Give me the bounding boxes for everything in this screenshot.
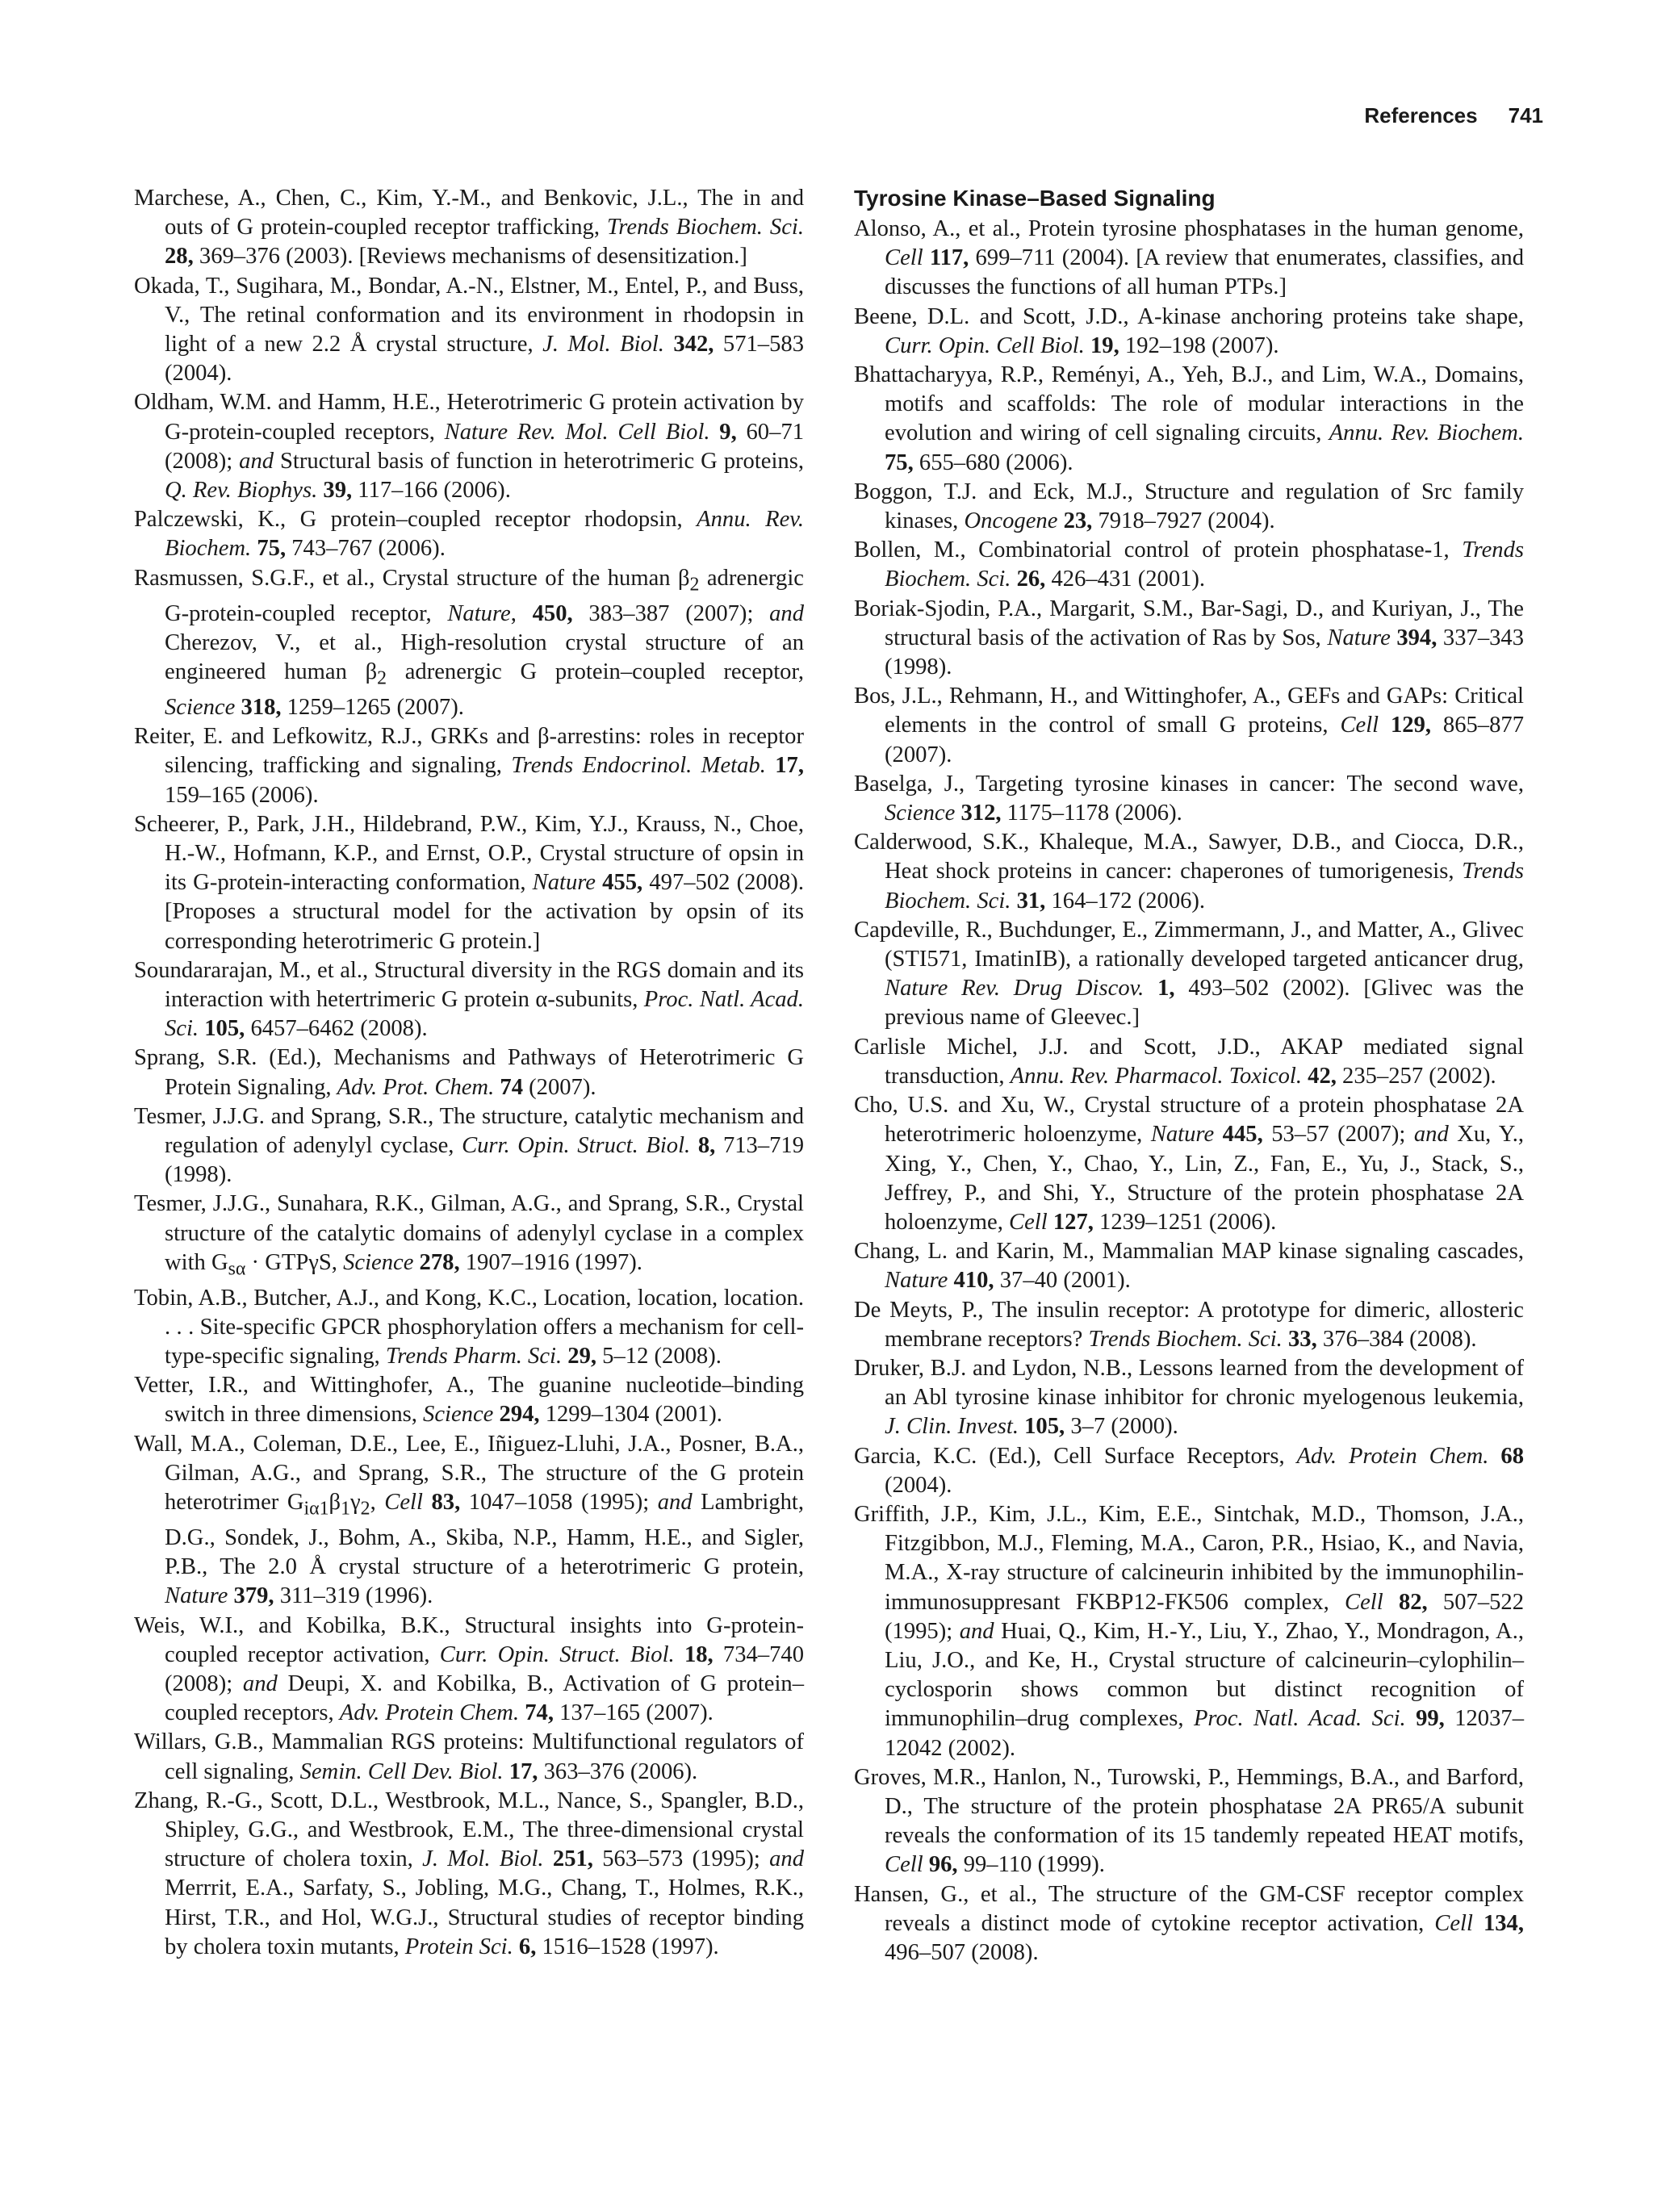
- reference-entry: Tesmer, J.J.G. and Sprang, S.R., The structure, catalytic mechanism and regulation of adenylyl cyclase, Curr. Opin. Struct. Biol. 8, 713–719 (1998).: [134, 1103, 805, 1188]
- reference-entry: Garcia, K.C. (Ed.), Cell Surface Receptors, Adv. Protein Chem. 68 (2004).: [854, 1443, 1524, 1498]
- reference-entry: Wall, M.A., Coleman, D.E., Lee, E., Iñiguez-Lluhi, J.A., Posner, B.A., Gilman, A.G., and Sprang, S.R., The structure of the G protein heterotrimer $G_{i\alpha 1}\beta_1\gamma_2$, Cell 83, 1047–1058 (1995); and Lambright, D.G., Sondek, J., Bohm, A., Skiba, N.P., Hamm, H.E., and Sigler, P.B., The 2.0 Å crystal structure of a heterotrimeric G protein, Nature 379, 311–319 (1996).: [134, 1431, 805, 1609]
- reference-entry: Tesmer, J.J.G., Sunahara, R.K., Gilman, A.G., and Sprang, S.R., Crystal structure of the catalytic domains of adenylyl cyclase in a complex with $G_{s\alpha} \cdot GTP\gamma S$, Science 278, 1907–1916 (1997).: [134, 1191, 804, 1280]
- reference-list: [854, 215, 1524, 1967]
- reference-entry: Bollen, M., Combinatorial control of protein phosphatase-1, Trends Biochem. Sci. 26, 426–431 (2001).: [854, 537, 1524, 592]
- section-heading: Tyrosine Kinase–Based Signaling: [854, 186, 1216, 211]
- reference-entry: Bos, J.L., Rehmann, H., and Wittinghofer, A., GEFs and GAPs: Critical elements in the control of small G proteins, Cell 129, 865–877 (2007).: [854, 684, 1524, 767]
- reference-entry: Boggon, T.J. and Eck, M.J., Structure and regulation of Src family kinases, Oncogene 23, 7918–7927 (2004).: [854, 479, 1524, 534]
- reference-entry: Capdeville, R., Buchdunger, E., Zimmermann, J., and Matter, A., Glivec (STI571, ImatinIB), a rationally developed targeted anticancer drug, Nature Rev. Drug Discov. 1, 493–502 (2002). [Glivec was the previous name of Gleevec.]: [854, 917, 1524, 1031]
- reference-entry: Cho, U.S. and Xu, W., Crystal structure of a protein phosphatase 2A heterotrimeric holoenzyme, Nature 445, 53–57 (2007); and Xu, Y., Xing, Y., Chen, Y., Chao, Y., Lin, Z., Fan, E., Yu, J., Stack, S., Jeffrey, P., and Shi, Y., Structure of the protein phosphatase 2A holoenzyme, Cell 127, 1239–1251 (2006).: [854, 1093, 1524, 1235]
- reference-entry: Vetter, I.R., and Wittinghofer, A., The guanine nucleotide–binding switch in three dimensions, Science 294, 1299–1304 (2001).: [134, 1373, 804, 1428]
- reference-entry: Bhattacharyya, R.P., Reményi, A., Yeh, B.J., and Lim, W.A., Domains, motifs and scaffolds: The role of modular interactions in the evolution and wiring of cell signaling circuits, Annu. Rev. Biochem. 75, 655–680 (2006).: [854, 362, 1524, 475]
- reference-entry: Palczewski, K., G protein–coupled receptor rhodopsin, Annu. Rev. Biochem. 75, 743–767 (2006).: [134, 507, 805, 562]
- reference-entry: Reiter, E. and Lefkowitz, R.J., GRKs and β-arrestins: roles in receptor silencing, trafficking and signaling, Trends Endocrinol. Metab. 17, 159–165 (2006).: [134, 724, 804, 808]
- running-head-section: References: [1364, 103, 1478, 128]
- reference-entry: Beene, D.L. and Scott, J.D., A-kinase anchoring proteins take shape, Curr. Opin. Cell Biol. 19, 192–198 (2007).: [854, 303, 1524, 358]
- reference-entry: Sprang, S.R. (Ed.), Mechanisms and Pathways of Heterotrimeric G Protein Signaling, Adv. Prot. Chem. 74 (2007).: [134, 1045, 804, 1100]
- reference-entry: Willars, G.B., Mammalian RGS proteins: Multifunctional regulators of cell signaling, Semin. Cell Dev. Biol. 17, 363–376 (2006).: [134, 1729, 804, 1784]
- reference-entry: Scheerer, P., Park, J.H., Hildebrand, P.W., Kim, Y.J., Krauss, N., Choe, H.-W., Hofmann, K.P., and Ernst, O.P., Crystal structure of opsin in its G-protein-interacting conformation, Nature 455, 497–502 (2008). [Proposes a structural model for the activation by opsin of its corresponding heterotrimeric G protein.]: [134, 811, 804, 954]
- reference-entry: Baselga, J., Targeting tyrosine kinases in cancer: The second wave, Science 312, 1175–1178 (2006).: [854, 771, 1524, 826]
- reference-entry: Zhang, R.-G., Scott, D.L., Westbrook, M.L., Nance, S., Spangler, B.D., Shipley, G.G., and Westbrook, E.M., The three-dimensional crystal structure of cholera toxin, J. Mol. Biol. 251, 563–573 (1995); and Merrrit, E.A., Sarfaty, S., Jobling, M.G., Chang, T., Holmes, R.K., Hirst, T.R., and Hol, W.G.J., Structural studies of receptor binding by cholera toxin mutants, Protein Sci. 6, 1516–1528 (1997).: [134, 1788, 804, 1959]
- reference-entry: Marchese, A., Chen, C., Kim, Y.-M., and Benkovic, J.L., The in and outs of G protein-coupled receptor trafficking, Trends Biochem. Sci. 28, 369–376 (2003). [Reviews mechanisms of desensitization.]: [134, 186, 805, 270]
- reference-entry: Tobin, A.B., Butcher, A.J., and Kong, K.C., Location, location, location. . . . Site-specific GPCR phosphorylation offers a mechanism for cell-type-specific signaling, Trends Pharm. Sci. 29, 5–12 (2008).: [134, 1285, 804, 1369]
- reference-entry: Hansen, G., et al., The structure of the GM-CSF receptor complex reveals a distinct mode of cytokine receptor activation, Cell 134, 496–507 (2008).: [854, 1881, 1524, 1965]
- reference-entry: Carlisle Michel, J.J. and Scott, J.D., AKAP mediated signal transduction, Annu. Rev. Pharmacol. Toxicol. 42, 235–257 (2002).: [854, 1034, 1524, 1089]
- reference-entry: Rasmussen, S.G.F., et al., Crystal structure of the human $\beta_2$ adrenergic G-protein-coupled receptor, Nature, 450, 383–387 (2007); and Cherezov, V., et al., High-resolution crystal structure of an engineered human $\beta_2$ adrenergic G protein–coupled receptor, Science 318, 1259–1265 (2007).: [134, 565, 805, 720]
- reference-entry: Okada, T., Sugihara, M., Bondar, A.-N., Elstner, M., Entel, P., and Buss, V., The retinal conformation and its environment in rhodopsin in light of a new 2.2 Å crystal structure, J. Mol. Biol. 342, 571–583 (2004).: [134, 273, 804, 387]
- reference-entry: Chang, L. and Karin, M., Mammalian MAP kinase signaling cascades, Nature 410, 37–40 (2001).: [854, 1239, 1524, 1294]
- reference-entry: Griffith, J.P., Kim, J.L., Kim, E.E., Sintchak, M.D., Thomson, J.A., Fitzgibbon, M.J., Fleming, M.A., Caron, P.R., Hsiao, K., and Navia, M.A., X-ray structure of calcineurin inhibited by the immunophilin-immunosuppresant FKBP12-FK506 complex, Cell 82, 507–522 (1995); and Huai, Q., Kim, H.-Y., Liu, Y., Zhao, Y., Mondragon, A., Liu, J.O., and Ke, H., Crystal structure of calcineurin–cylophilin–cyclosporin shows common but distinct recognition of immunophilin–drug complexes, Proc. Natl. Acad. Sci. 99, 12037–12042 (2002).: [854, 1501, 1525, 1761]
- left-column: [134, 184, 804, 1962]
- reference-entry: Calderwood, S.K., Khaleque, M.A., Sawyer, D.B., and Ciocca, D.R., Heat shock proteins in cancer: chaperones of tumorigenesis, Trends Biochem. Sci. 31, 164–172 (2006).: [854, 830, 1524, 914]
- right-column: [854, 184, 1524, 1967]
- reference-entry: De Meyts, P., The insulin receptor: A prototype for dimeric, allosteric membrane receptors? Trends Biochem. Sci. 33, 376–384 (2008).: [854, 1297, 1524, 1352]
- reference-entry: Oldham, W.M. and Hamm, H.E., Heterotrimeric G protein activation by G-protein-coupled receptors, Nature Rev. Mol. Cell Biol. 9, 60–71 (2008); and Structural basis of function in heterotrimeric G proteins, Q. Rev. Biophys. 39, 117–166 (2006).: [134, 390, 804, 504]
- reference-entry: Alonso, A., et al., Protein tyrosine phosphatases in the human genome, Cell 117, 699–711 (2004). [A review that enumerates, classifies, and discusses the functions of all human PTPs.]: [854, 216, 1524, 300]
- page-number: 741: [1508, 103, 1543, 128]
- reference-entry: Druker, B.J. and Lydon, N.B., Lessons learned from the development of an Abl tyrosine kinase inhibitor for chronic myelogenous leukemia, J. Clin. Invest. 105, 3–7 (2000).: [854, 1355, 1524, 1440]
- running-head: [1364, 103, 1543, 128]
- reference-entry: Groves, M.R., Hanlon, N., Turowski, P., Hemmings, B.A., and Barford, D., The structure of the protein phosphatase 2A PR65/A subunit reveals the conformation of its 15 tandemly repeated HEAT motifs, Cell 96, 99–110 (1999).: [854, 1764, 1524, 1878]
- reference-entry: Soundararajan, M., et al., Structural diversity in the RGS domain and its interaction with hetertrimeric G protein α-subunits, Proc. Natl. Acad. Sci. 105, 6457–6462 (2008).: [134, 957, 804, 1042]
- reference-entry: Boriak-Sjodin, P.A., Margarit, S.M., Bar-Sagi, D., and Kuriyan, J., The structural basis of the activation of Ras by Sos, Nature 394, 337–343 (1998).: [854, 596, 1525, 680]
- reference-entry: Weis, W.I., and Kobilka, B.K., Structural insights into G-protein-coupled receptor activation, Curr. Opin. Struct. Biol. 18, 734–740 (2008); and Deupi, X. and Kobilka, B., Activation of G protein–coupled receptors, Adv. Protein Chem. 74, 137–165 (2007).: [134, 1612, 805, 1726]
